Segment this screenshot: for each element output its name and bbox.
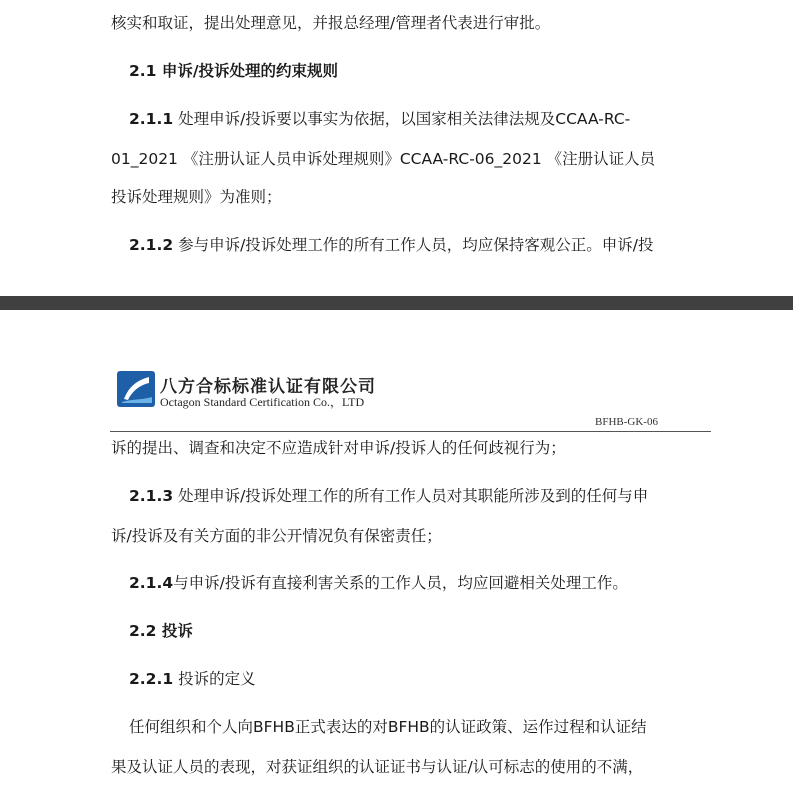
header-divider [110, 431, 711, 432]
clause-text: 处理申诉/投诉处理工作的所有工作人员对其职能所涉及到的任何与申 [173, 487, 649, 505]
clause-2-2-1-line1 [129, 669, 256, 689]
paragraph-line2: 果及认证人员的表现，对获证组织的认证证书与认证/认可标志的使用的不满， [111, 758, 644, 776]
page-break-bar [0, 296, 793, 310]
clause-2-1-1-line1 [129, 109, 630, 129]
clause-text: 参与申诉/投诉处理工作的所有工作人员，均应保持客观公正。申诉/投 [173, 236, 654, 254]
clause-number: 2.2.1 [129, 670, 174, 688]
section-heading-2-1: 2.1 申诉/投诉处理的约束规则 [129, 62, 339, 80]
paragraph-line1: 任何组织和个人向BFHB正式表达的对BFHB的认证政策、运作过程和认证结 [129, 718, 647, 736]
company-name-en: Octagon Standard Certification Co.，LTD [160, 395, 365, 409]
clause-number: 2.1.4 [129, 574, 174, 592]
clause-2-1-4-line1 [129, 573, 628, 593]
clause-2-1-3-line2: 诉/投诉及有关方面的非公开情况负有保密责任； [111, 527, 442, 545]
company-name-cn: 八方合标标准认证有限公司 [160, 377, 376, 397]
clause-text: 处理申诉/投诉要以事实为依据，以国家相关法律法规及CCAA-RC- [173, 110, 631, 128]
clause-text: 与申诉/投诉有直接利害关系的工作人员，均应回避相关处理工作。 [173, 574, 628, 592]
clause-text: 投诉的定义 [173, 670, 256, 688]
clause-2-1-1-line2: 01_2021 《注册认证人员申诉处理规则》CCAA-RC-06_2021 《注册认证人员 [111, 150, 656, 168]
company-logo-icon [116, 369, 156, 409]
clause-number: 2.1.2 [129, 236, 174, 254]
document-code: BFHB-GK-06 [595, 416, 658, 428]
section-heading-2-2: 2.2 投诉 [129, 622, 193, 640]
clause-2-1-3-line1 [129, 486, 648, 506]
clause-number: 2.1.3 [129, 487, 174, 505]
clause-2-1-1-line3: 投诉处理规则》为准则； [111, 188, 282, 206]
text-line: 核实和取证，提出处理意见，并报总经理/管理者代表进行审批。 [111, 14, 551, 32]
clause-number: 2.1.1 [129, 110, 174, 128]
clause-2-1-2-line1 [129, 235, 654, 255]
continuation-line: 诉的提出、调查和决定不应造成针对申诉/投诉人的任何歧视行为； [111, 439, 566, 457]
